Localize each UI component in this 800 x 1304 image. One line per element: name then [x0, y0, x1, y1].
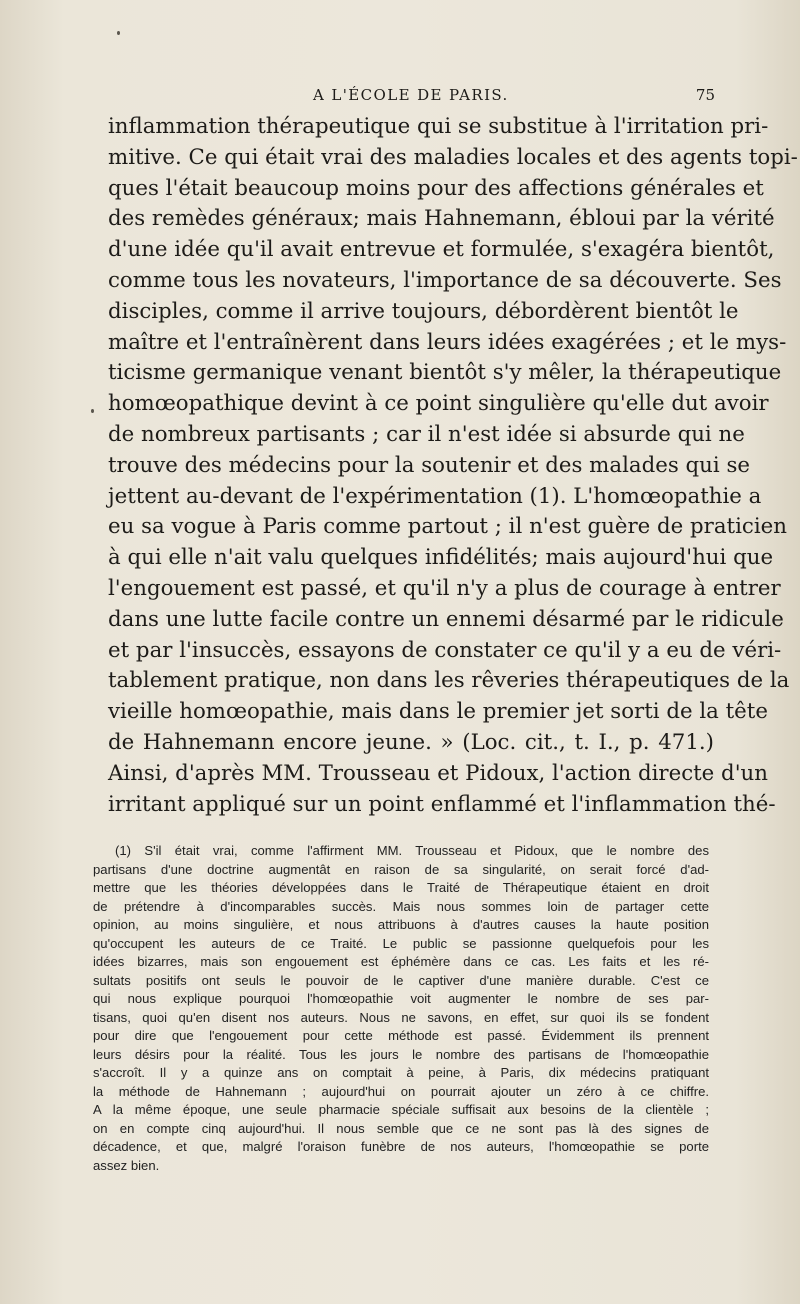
- body-line: Ainsi, d'après MM. Trousseau et Pidoux, l'action directe d'un: [108, 760, 768, 786]
- footnote-line: idées bizarres, mais son engouement est éphémère dans ce cas. Les faits et les ré-: [93, 954, 709, 969]
- footnote-line: opinion, au moins singulière, et nous attribuons à d'autres causes la haute position: [93, 917, 709, 932]
- footnote-line: tisans, quoi qu'en disent nos auteurs. Nous ne savons, en effet, sur quoi ils se fondent: [93, 1009, 709, 1025]
- footnote-line: on en compte cinq aujourd'hui. Il nous semble que ce ne sont pas là des signes de: [93, 1120, 709, 1136]
- footnote-line: mettre que les théories développées dans le Traité de Thérapeutique étaient en droit: [93, 880, 709, 895]
- footnote-line: leurs désirs pour la réalité. Tous les jours le nombre des partisans de l'homœopathie: [93, 1046, 709, 1062]
- body-line: disciples, comme il arrive toujours, débordèrent bientôt le: [108, 298, 739, 324]
- body-line: de nombreux partisants ; car il n'est idée si absurde qui ne: [108, 421, 745, 447]
- body-line: irritant appliqué sur un point enflammé et l'inflammation thé-: [108, 791, 776, 817]
- body-line: l'engouement est passé, et qu'il n'y a plus de courage à entrer: [108, 575, 781, 601]
- body-line: maître et l'entraînèrent dans leurs idées exagérées ; et le mys-: [108, 329, 787, 355]
- footnote-line: qui nous explique pourquoi l'homœopathie voit augmenter le nombre de ses par-: [93, 991, 709, 1006]
- body-line: homœopathique devint à ce point singulière qu'elle dut avoir: [108, 391, 769, 417]
- ink-speck: [117, 31, 120, 35]
- main-text: [108, 112, 798, 820]
- footnote-line: A la même époque, une seule pharmacie spéciale suffisait aux besoins de la clientèle ;: [93, 1102, 709, 1117]
- running-head: A L'ÉCOLE DE PARIS.: [313, 86, 509, 104]
- footnote-line: s'accroît. Il y a quinze ans on comptait à peine, à Paris, dix médecins pratiquant: [93, 1065, 709, 1080]
- page-header: [108, 86, 715, 110]
- footnote-line: (1) S'il était vrai, comme l'affirment MM. Trousseau et Pidoux, que le nombre des: [115, 843, 709, 858]
- body-line: à qui elle n'ait valu quelques infidélités; mais aujourd'hui que: [108, 545, 774, 571]
- body-line: trouve des médecins pour la soutenir et des malades qui se: [108, 452, 750, 478]
- footnote-block: [93, 842, 709, 1175]
- footnote-line: décadence, et que, malgré l'oraison funèbre de nos auteurs, l'homœopathie se porte: [93, 1139, 709, 1154]
- page-number: 75: [695, 86, 715, 104]
- body-line: des remèdes généraux; mais Hahnemann, ébloui par la vérité: [108, 206, 775, 232]
- ink-speck: [91, 409, 94, 413]
- body-line: mitive. Ce qui était vrai des maladies locales et des agents topi-: [108, 144, 798, 170]
- body-line: inflammation thérapeutique qui se substitue à l'irritation pri-: [108, 114, 769, 139]
- footnote-line: sultats positifs ont seuls le pouvoir de le captiver d'une manière durable. C'est ce: [93, 972, 709, 988]
- body-line: vieille homœopathie, mais dans le premier jet sorti de la tête: [108, 699, 768, 725]
- footnote-line: partisans d'une doctrine augmentât en raison de sa singularité, on serait forcé d'ad-: [93, 861, 709, 877]
- footnote-line: de prétendre à d'incomparables succès. Mais nous sommes loin de partager cette: [93, 898, 709, 914]
- body-line: jettent au-devant de l'expérimentation (1). L'homœopathie a: [108, 483, 762, 509]
- footnote-line: assez bien.: [93, 1157, 160, 1173]
- footnote-line: qu'occupent les auteurs de ce Traité. Le public se passionne quelquefois pour les: [93, 935, 709, 951]
- body-line: d'une idée qu'il avait entrevue et formulée, s'exagéra bientôt,: [108, 237, 775, 263]
- footnote-line: la méthode de Hahnemann ; aujourd'hui on pourrait ajouter un zéro à ce chiffre.: [93, 1083, 709, 1099]
- body-line: tablement pratique, non dans les rêveries thérapeutiques de la: [108, 668, 790, 694]
- body-line: et par l'insuccès, essayons de constater ce qu'il y a eu de véri-: [108, 637, 782, 663]
- body-line: ticisme germanique venant bientôt s'y mêler, la thérapeutique: [108, 360, 782, 386]
- body-line: dans une lutte facile contre un ennemi désarmé par le ridicule: [108, 606, 784, 632]
- footnote-line: pour dire que l'engouement pour cette méthode est passé. Évidemment ils prennent: [93, 1028, 709, 1043]
- body-line: eu sa vogue à Paris comme partout ; il n'est guère de praticien: [108, 514, 787, 540]
- body-line: ques l'était beaucoup moins pour des affections générales et: [108, 175, 764, 201]
- body-line: de Hahnemann encore jeune. » (Loc. cit., t. I., p. 471.): [108, 729, 714, 755]
- body-line: comme tous les novateurs, l'importance de sa découverte. Ses: [108, 267, 782, 293]
